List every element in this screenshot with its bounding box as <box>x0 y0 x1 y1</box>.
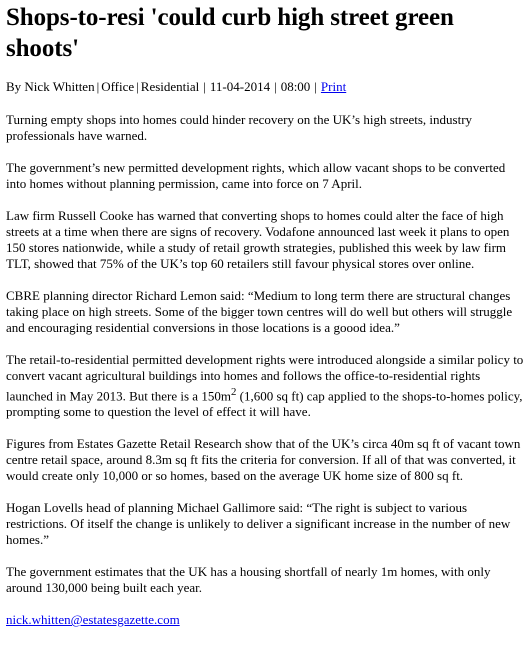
byline-separator: | <box>274 79 277 94</box>
byline-section: Office <box>101 79 135 94</box>
byline-date: 11-04-2014 <box>209 79 271 94</box>
paragraph-text: (1,600 sq ft) cap applied to the shops-to-homes policy, prompting some to question the level of effect it will have. <box>6 388 523 420</box>
byline-separator: | <box>96 79 100 94</box>
byline-separator: | <box>314 79 317 94</box>
paragraph-text: The retail-to-residential permitted development rights were introduced alongside a similar policy to convert vacant agricultural buildings into homes and follows the office-to-residential rights launched in May 2013. But there is a 150m <box>6 352 524 404</box>
author-email-link[interactable]: nick.whitten@estatesgazette.com <box>6 612 180 628</box>
article-paragraph: The government estimates that the UK has a housing shortfall of nearly 1m homes, with only around 130,000 being built each year. <box>6 564 491 596</box>
article-paragraph: The government’s new permitted development rights, which allow vacant shops to be converted into homes without planning permission, came into force on 7 April. <box>6 160 506 191</box>
byline-category: Residential <box>140 79 200 94</box>
print-link[interactable]: Print <box>320 79 347 94</box>
article-body <box>6 112 526 628</box>
byline-separator: | <box>203 79 206 94</box>
byline-separator: | <box>136 79 139 94</box>
byline-time: 08:00 <box>280 79 311 94</box>
article-paragraph: Law firm Russell Cooke has warned that converting shops to homes could alter the face of high streets at a time when there are signs of recovery. Vodafone announced last week it plans to open 150 stores nationwide, while a study of retail growth strategies, published this week by law firm TLT, showed that 75% of the UK’s top 60 retailers still favour physical stores over online. <box>6 208 510 271</box>
article-headline: Shops-to-resi 'could curb high street green shoots' <box>6 4 454 62</box>
article-paragraph <box>6 352 526 420</box>
article-paragraph: Turning empty shops into homes could hinder recovery on the UK’s high streets, industry professionals have warned. <box>6 112 473 143</box>
article-paragraph: Hogan Lovells head of planning Michael Gallimore said: “The right is subject to various restrictions. Of itself the change is unlikely to deliver a significant increase in the number of new homes.” <box>6 500 511 548</box>
article-paragraph: Figures from Estates Gazette Retail Research show that of the UK’s circa 40m sq ft of vacant town centre retail space, around 8.3m sq ft fits the criteria for conversion. If all of that was converted, it would create only 10,000 or so homes, based on the average UK home size of 800 sq ft. <box>6 436 521 484</box>
article-paragraph: CBRE planning director Richard Lemon said: “Medium to long term there are structural changes taking place on high streets. Some of the bigger town centres will do well but others will struggle and encouraging residential conversions in those locations is a goood idea.” <box>6 288 513 335</box>
superscript: 2 <box>230 386 237 398</box>
byline-author: By Nick Whitten <box>6 79 95 94</box>
byline <box>6 79 526 95</box>
article <box>6 0 526 628</box>
